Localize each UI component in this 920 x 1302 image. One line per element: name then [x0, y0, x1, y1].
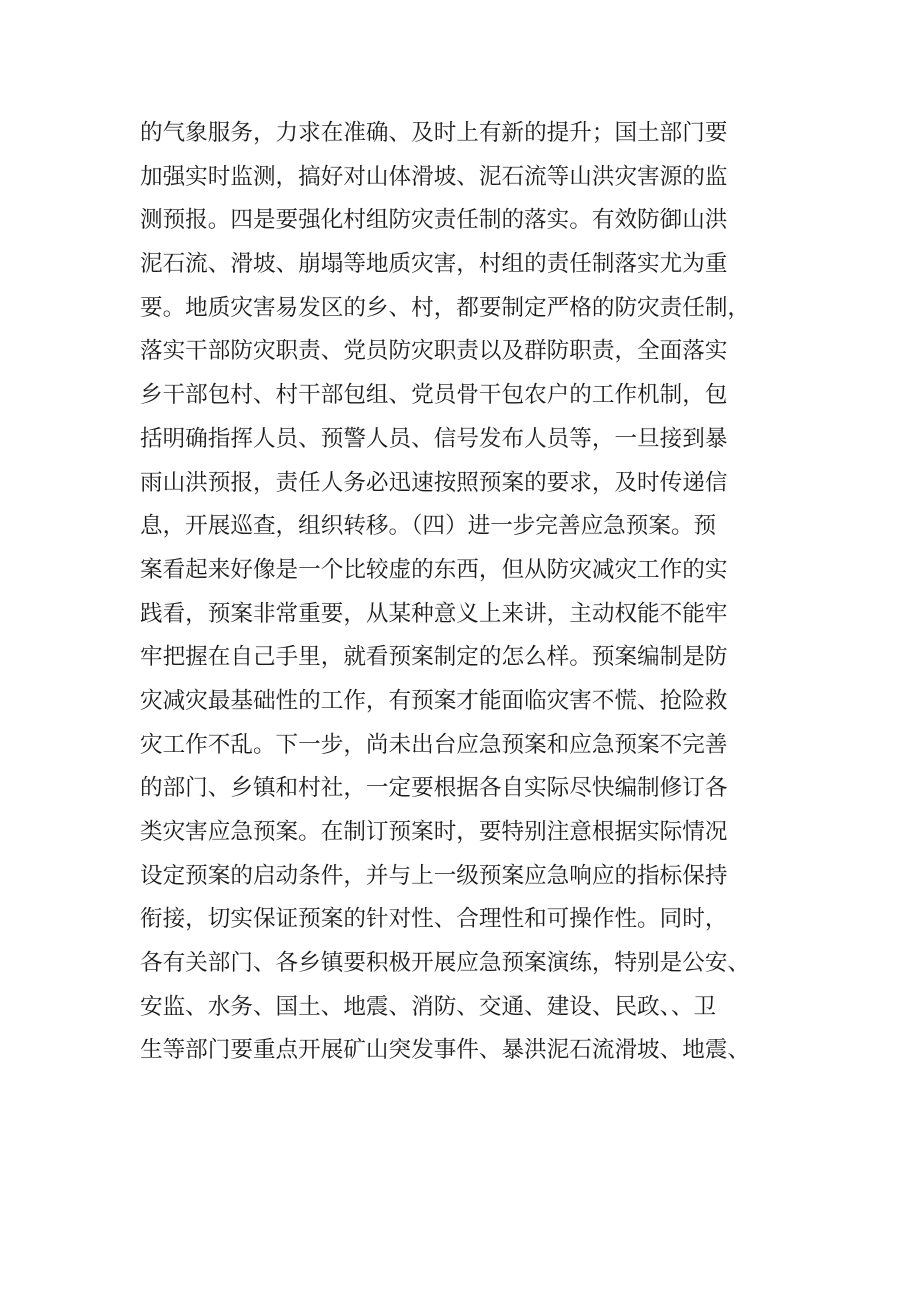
text-line-10: 息，开展巡查，组织转移。（四）进一步完善应急预案。预	[140, 513, 717, 540]
text-line-14: 灾减灾最基础性的工作，有预案才能面临灾害不慌、抢险救	[140, 687, 728, 714]
text-line-8: 括明确指挥人员、预警人员、信号发布人员等，一旦接到暴	[140, 425, 728, 452]
text-line-11: 案看起来好像是一个比较虚的东西，但从防灾减灾工作的实	[140, 556, 728, 583]
text-line-18: 设定预案的启动条件，并与上一级预案应急响应的指标保持	[140, 862, 728, 889]
text-line-12: 践看，预案非常重要，从某种意义上来讲，主动权能不能牢	[140, 600, 728, 627]
text-line-3: 测预报。四是要强化村组防灾责任制的落实。有效防御山洪	[140, 207, 728, 234]
text-line-6: 落实干部防灾职责、党员防灾职责以及群防职责，全面落实	[140, 338, 728, 365]
text-line-13: 牢把握在自己手里，就看预案制定的怎么样。预案编制是防	[140, 644, 728, 671]
text-line-7: 乡干部包村、村干部包组、党员骨干包农户的工作机制，包	[140, 382, 728, 409]
text-line-5: 要。地质灾害易发区的乡、村，都要制定严格的防灾责任制，	[140, 294, 751, 321]
text-line-22: 生等部门要重点开展矿山突发事件、暴洪泥石流滑坡、地震、	[140, 1037, 751, 1064]
text-line-20: 各有关部门、各乡镇要积极开展应急预案演练，特别是公安、	[140, 950, 751, 977]
text-line-19: 衔接，切实保证预案的针对性、合理性和可操作性。同时，	[140, 906, 728, 933]
text-line-16: 的部门、乡镇和村社，一定要根据各自实际尽快编制修订各	[140, 775, 728, 802]
text-line-2: 加强实时监测，搞好对山体滑坡、泥石流等山洪灾害源的监	[140, 163, 728, 190]
text-line-4: 泥石流、滑坡、崩塌等地质灾害，村组的责任制落实尤为重	[140, 251, 728, 278]
text-line-1: 的气象服务，力求在准确、及时上有新的提升；国土部门要	[140, 120, 728, 146]
text-line-9: 雨山洪预报，责任人务必迅速按照预案的要求，及时传递信	[140, 469, 728, 496]
text-line-21: 安监、水务、国土、地震、消防、交通、建设、民政、、卫	[140, 993, 717, 1020]
text-line-15: 灾工作不乱。下一步，尚未出台应急预案和应急预案不完善	[140, 731, 728, 758]
body-paragraph	[140, 112, 800, 1073]
text-line-17: 类灾害应急预案。在制订预案时，要特别注意根据实际情况	[140, 819, 728, 845]
